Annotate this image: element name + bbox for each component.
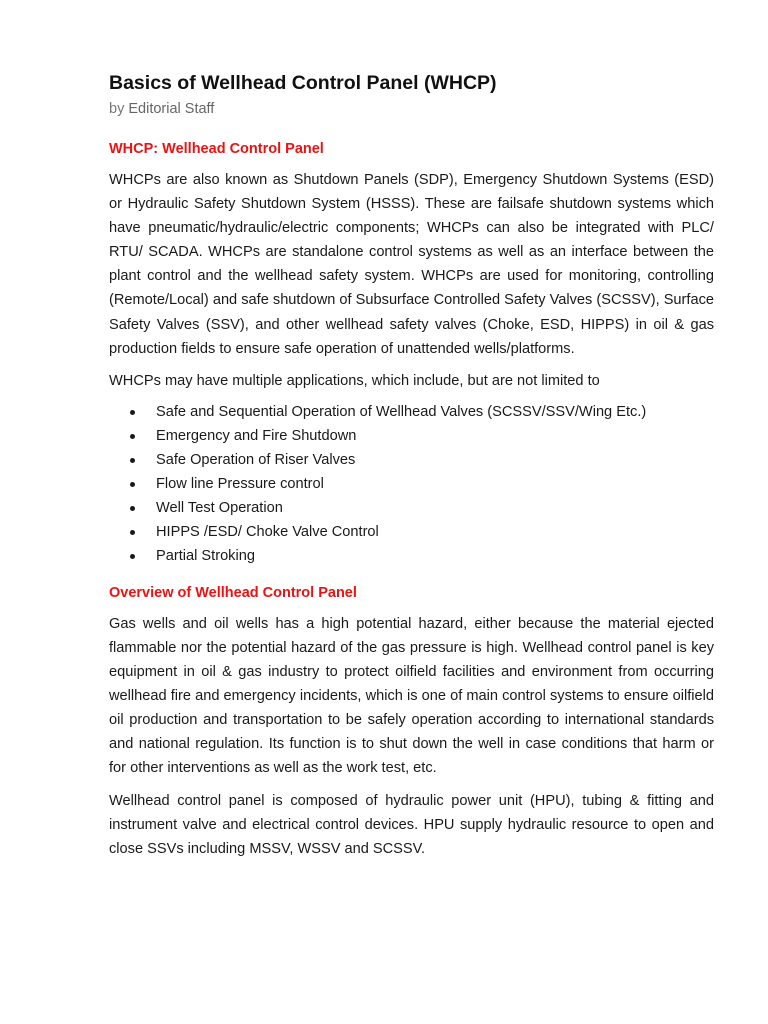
list-item [109,472,714,496]
bullet-icon [130,458,135,463]
list-item [109,424,714,448]
list-item-text: HIPPS /ESD/ Choke Valve Control [156,523,379,540]
list-item-text: Emergency and Fire Shutdown [156,427,357,444]
list-item [109,400,714,424]
list-item [109,544,714,568]
section1-paragraph-2: WHCPs may have multiple applications, which include, but are not limited to [109,372,600,389]
bullet-icon [130,482,135,487]
section-heading-overview: Overview of Wellhead Control Panel [109,584,357,601]
bullet-icon [130,506,135,511]
list-item [109,496,714,520]
section1-paragraph-1: WHCPs are also known as Shutdown Panels (SDP), Emergency Shutdown Systems (ESD) or Hydraulic Safety Shutdown System (HSSS). These are failsafe shutdown systems which have pneumatic/hydraulic/electric components; WHCPs can also be integrated with PLC/ RTU/ SCADA. WHCPs are standalone control systems as well as an interface between the plant control and the wellhead safety system. WHCPs are used for monitoring, controlling (Remote/Local) and safe shutdown of Subsurface Controlled Safety Valves (SCSSV), Surface Safety Valves (SSV), and other wellhead safety valves (Choke, ESD, HIPPS) in oil & gas production fields to ensure safe operation of unattended wells/platforms. [109,172,714,357]
list-item-text: Partial Stroking [156,547,255,564]
list-item-text: Safe Operation of Riser Valves [156,451,356,468]
bullet-icon [130,410,135,415]
list-item [109,448,714,472]
byline-prefix: by [109,101,125,117]
byline-author: Editorial Staff [128,101,215,117]
bullet-icon [130,554,135,559]
bullet-icon [130,434,135,439]
section-heading-whcp: WHCP: Wellhead Control Panel [109,141,324,157]
section2-paragraph-1: Gas wells and oil wells has a high potential hazard, either because the material ejected flammable nor the potential hazard of the gas pressure is high. Wellhead control panel is key equipment in oil & gas industry to protect oilfield facilities and environment from occurring wellhead fire and emergency incidents, which is one of main control systems to ensure oilfield oil production and transportation to be safely operation according to international standards and national regulation. Its function is to shut down the well in case conditions that harm or for other interventions as well as the work test, etc. [109,615,714,777]
list-item-text: Well Test Operation [156,499,283,516]
list-item-text: Safe and Sequential Operation of Wellhead Valves (SCSSV/SSV/Wing Etc.) [156,403,647,420]
document-title: Basics of Wellhead Control Panel (WHCP) [109,72,497,94]
section2-paragraph-2: Wellhead control panel is composed of hydraulic power unit (HPU), tubing & fitting and instrument valve and electrical control devices. HPU supply hydraulic resource to open and close SSVs including MSSV, WSSV and SCSSV. [109,792,714,857]
applications-list [109,400,714,568]
list-item [109,520,714,544]
bullet-icon [130,530,135,535]
byline [109,99,714,119]
list-item-text: Flow line Pressure control [156,475,324,492]
